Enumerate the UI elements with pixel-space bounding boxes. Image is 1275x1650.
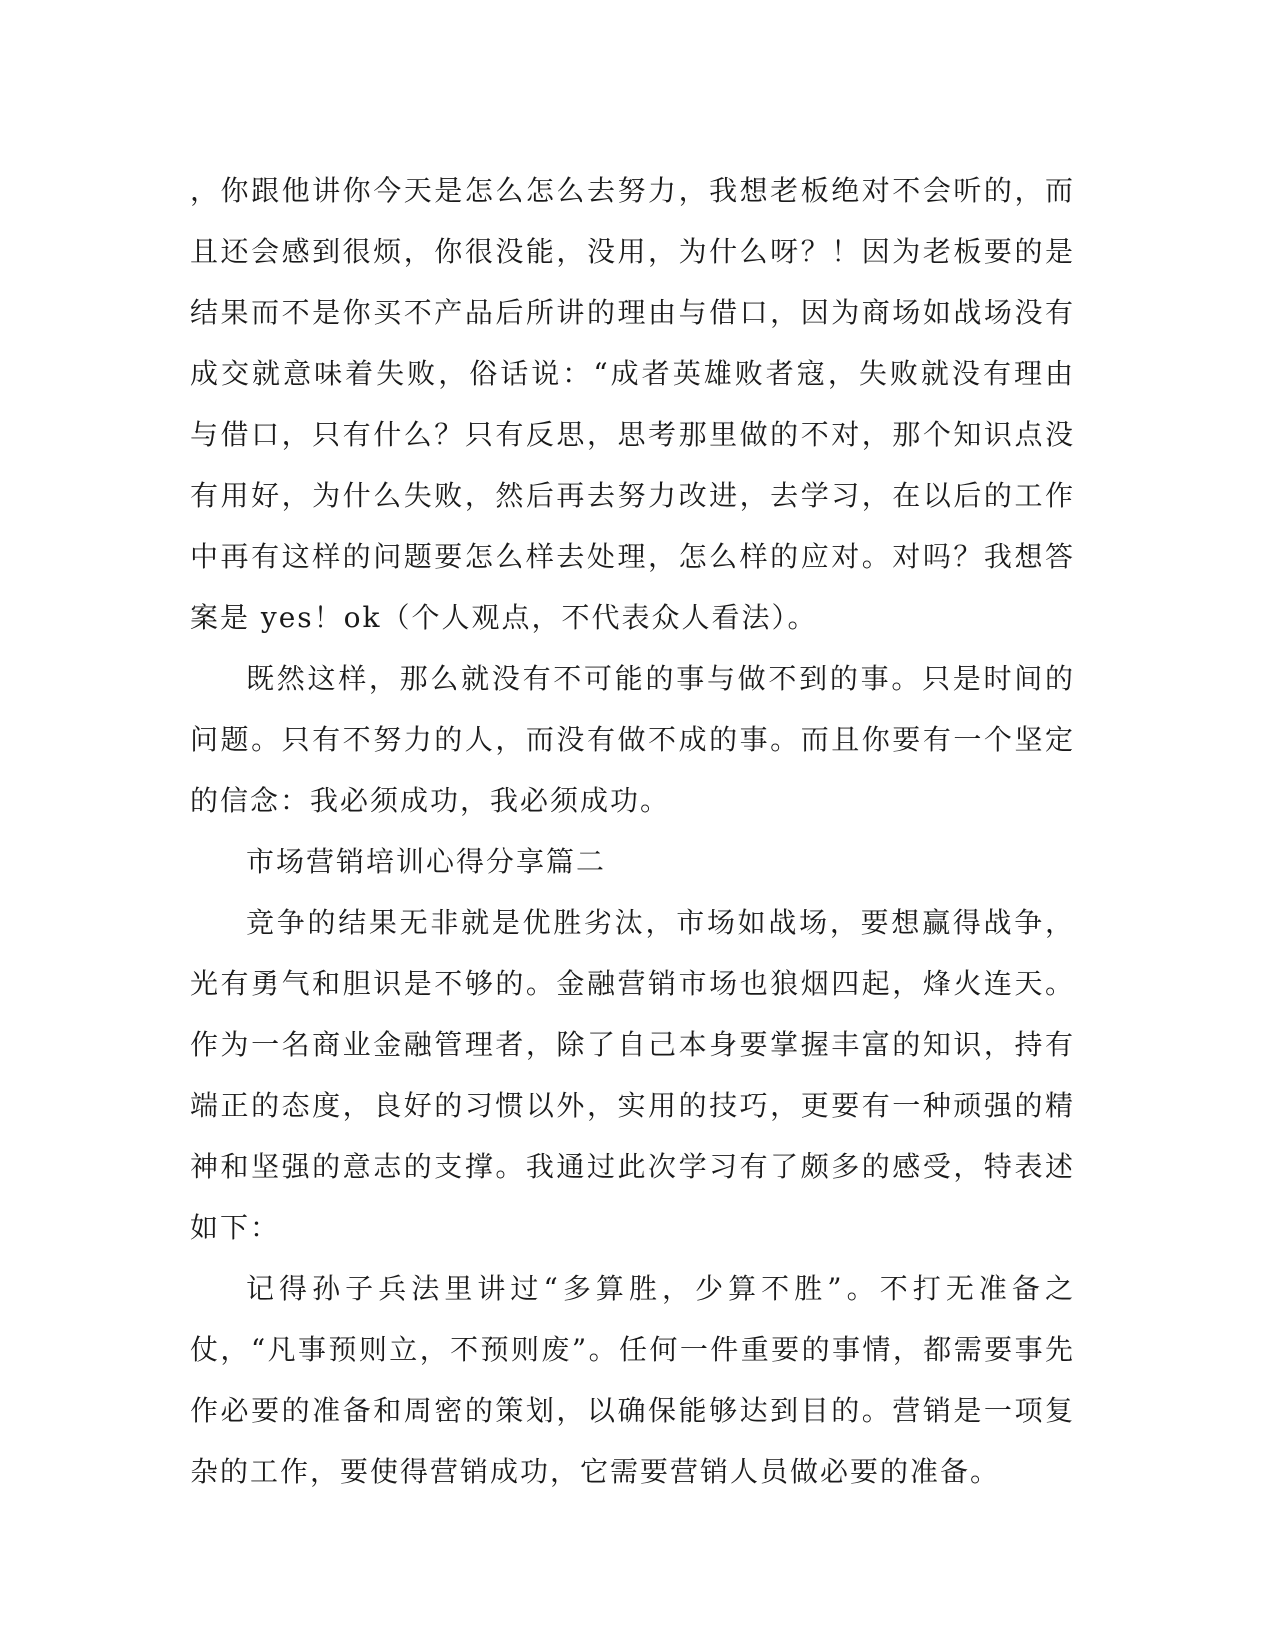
paragraph-conclusion: 既然这样，那么就没有不可能的事与做不到的事。只是时间的问题。只有不努力的人，而没有做不成的事。而且你要有一个坚定的信念：我必须成功，我必须成功。 — [190, 662, 1075, 817]
paragraph-competition: 竞争的结果无非就是优胜劣汰，市场如战场，要想赢得战争，光有勇气和胆识是不够的。金融营销市场也狼烟四起，烽火连天。作为一名商业金融管理者，除了自己本身要掌握丰富的知识，持有端正的态度，良好的习惯以外，实用的技巧，更要有一种顽强的精神和坚强的意志的支撑。我通过此次学习有了颇多的感受，特表述如下： — [190, 906, 1075, 1244]
document-body — [190, 160, 1075, 1502]
section-title: 市场营销培训心得分享篇二 — [246, 845, 607, 878]
paragraph-preparation: 记得孙子兵法里讲过“多算胜，少算不胜”。不打无准备之仗，“凡事预则立，不预则废”。任何一件重要的事情，都需要事先作必要的准备和周密的策划，以确保能够达到目的。营销是一项复杂的工作，要使得营销成功，它需要营销人员做必要的准备。 — [190, 1272, 1075, 1488]
paragraph-continuation: ，你跟他讲你今天是怎么怎么去努力，我想老板绝对不会听的，而且还会感到很烦，你很没能，没用，为什么呀？！因为老板要的是结果而不是你买不产品后所讲的理由与借口，因为商场如战场没有成交就意味着失败，俗话说：“成者英雄败者寇，失败就没有理由与借口，只有什么？只有反思，思考那里做的不对，那个知识点没有用好，为什么失败，然后再去努力改进，去学习，在以后的工作中再有这样的问题要怎么样去处理，怎么样的应对。对吗？我想答案是 yes！ok（个人观点，不代表众人看法）。 — [190, 174, 1075, 634]
